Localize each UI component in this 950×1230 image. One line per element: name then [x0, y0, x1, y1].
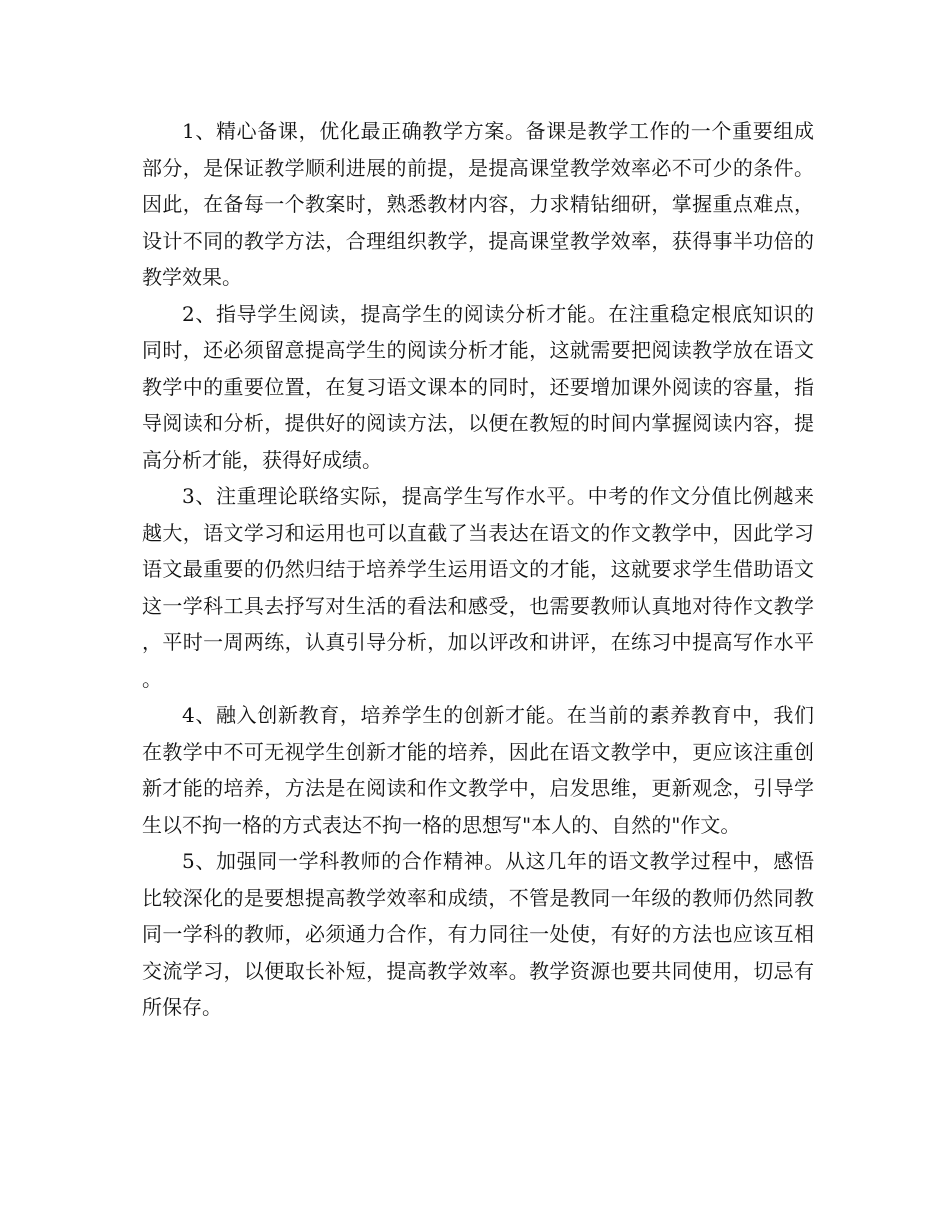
- paragraph-5: 5、加强同一学科教师的合作精神。从这几年的语文教学过程中，感悟比较深化的是要想提高教学效率和成绩，不管是教同一年级的教师仍然同教同一学科的教师，必须通力合作，有力同往一处使，有好的方法也应该互相交流学习，以便取长补短，提高教学效率。教学资源也要共同使用，切忌有所保存。: [142, 849, 814, 1019]
- document-body: [142, 113, 814, 1026]
- paragraph-1: 1、精心备课，优化最正确教学方案。备课是教学工作的一个重要组成部分，是保证教学顺利进展的前提，是提高课堂教学效率必不可少的条件。因此，在备每一个教案时，熟悉教材内容，力求精钻细研，掌握重点难点，设计不同的教学方法，合理组织教学，提高课堂教学效率，获得事半功倍的教学效果。: [142, 119, 814, 289]
- paragraph-2: 2、指导学生阅读，提高学生的阅读分析才能。在注重稳定根底知识的同时，还必须留意提高学生的阅读分析才能，这就需要把阅读教学放在语文教学中的重要位置，在复习语文课本的同时，还要增加课外阅读的容量，指导阅读和分析，提供好的阅读方法，以便在教短的时间内掌握阅读内容，提高分析才能，获得好成绩。: [142, 301, 814, 472]
- paragraph-4: 4、融入创新教育，培养学生的创新才能。在当前的素养教育中，我们在教学中不可无视学生创新才能的培养，因此在语文教学中，更应该注重创新才能的培养，方法是在阅读和作文教学中，启发思维，更新观念，引导学生以不拘一格的方式表达不拘一格的思想写"本人的、自然的"作文。: [142, 703, 814, 837]
- paragraph-3: 3、注重理论联络实际，提高学生写作水平。中考的作文分值比例越来越大，语文学习和运用也可以直截了当表达在语文的作文教学中，因此学习语文最重要的仍然归结于培养学生运用语文的才能，这就要求学生借助语文这一学科工具去抒写对生活的看法和感受，也需要教师认真地对待作文教学，平时一周两练，认真引导分析，加以评改和讲评，在练习中提高写作水平。: [142, 484, 814, 691]
